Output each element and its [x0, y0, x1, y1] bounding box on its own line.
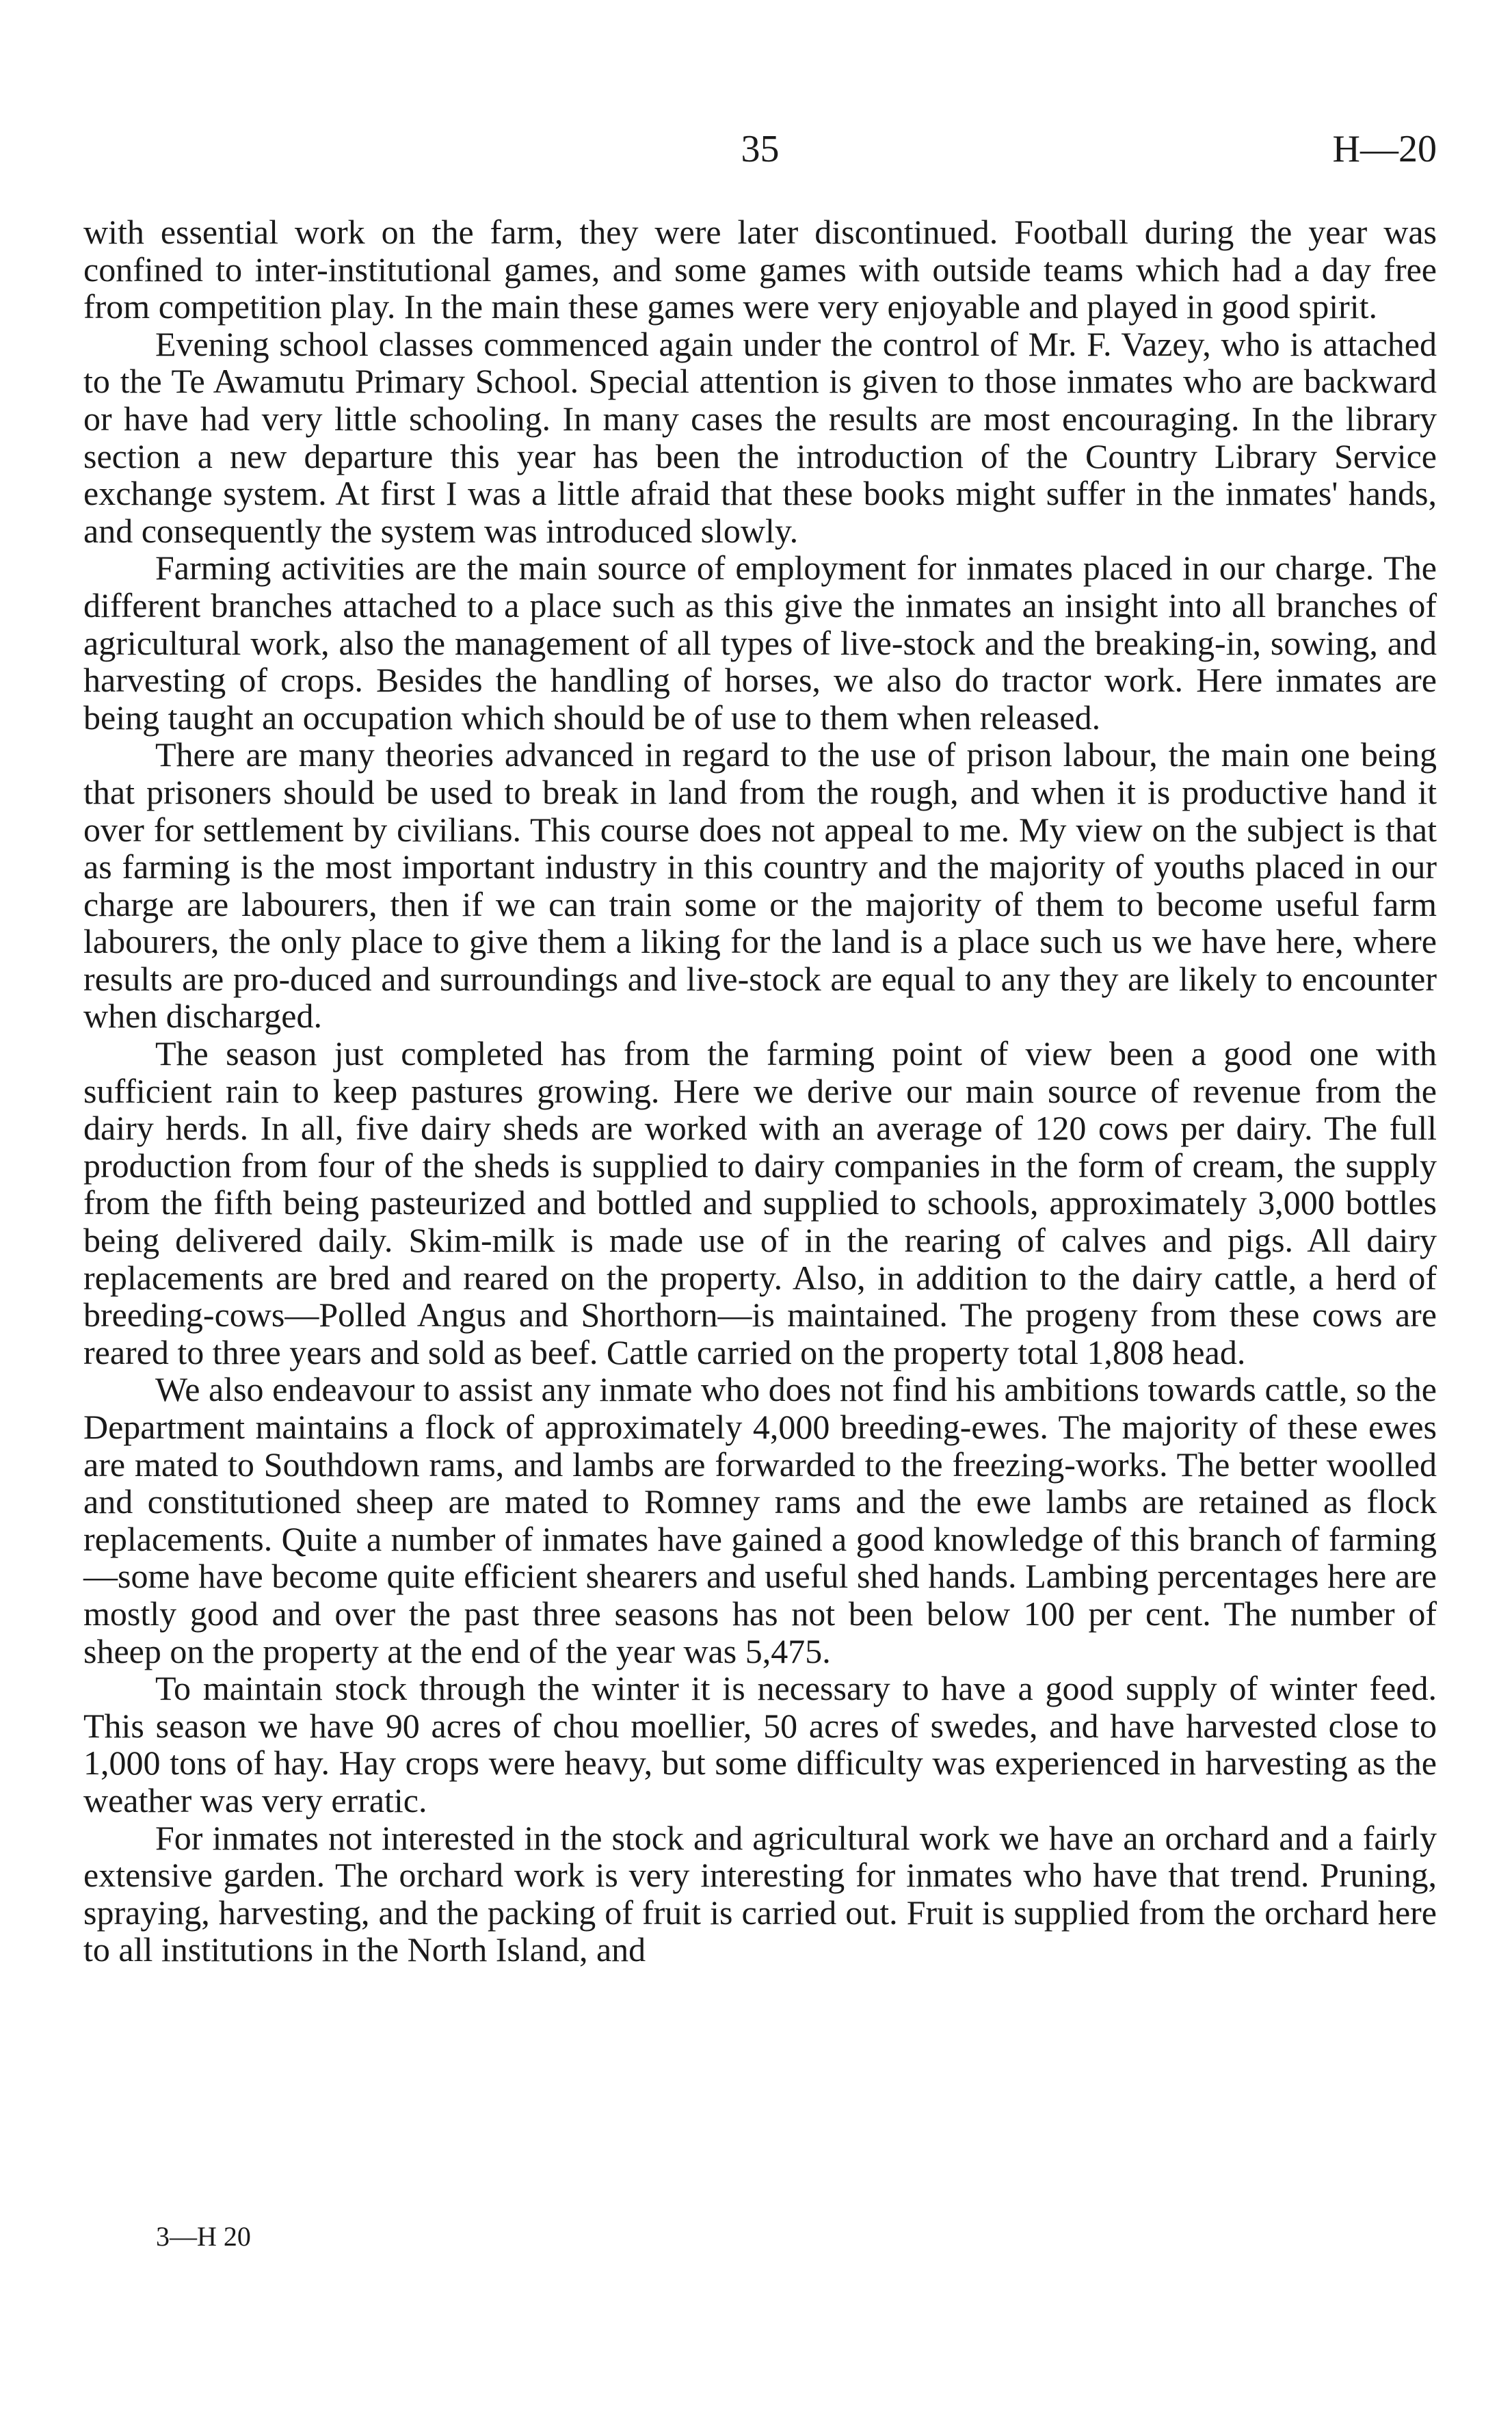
paragraph-sports: with essential work on the farm, they were later discontinued. Football during the year was confined to inter-institutional games, and some games with outside teams which had a day free from competition play. In the main these games were very enjoyable and played in good spirit.: [83, 213, 1437, 326]
paragraph-winter-feed: To maintain stock through the winter it is necessary to have a good supply of winter feed. This season we have 90 acres of chou moellier, 50 acres of swedes, and have harvested close to 1,000 tons of hay. Hay crops were heavy, but some difficulty was experienced in harvesting as the weather was very erratic.: [83, 1669, 1437, 1819]
paragraph-farming-activities: Farming activities are the main source of employment for inmates placed in our charge. The different branches attached to a place such as this give the inmates an insight into all branches of agricultural work, also the management of all types of live-stock and the breaking-in, sowing, and harvesting of crops. Besides the handling of horses, we also do tractor work. Here inmates are being taught an occupation which should be of use to them when released.: [83, 549, 1437, 737]
signature-mark: 3—H 20: [156, 2221, 251, 2252]
paragraph-evening-school: Evening school classes commenced again under the control of Mr. F. Vazey, who is attached to the Te Awamutu Primary School. Special attention is given to those inmates who are backward or have had very little schooling. In many cases the results are most encouraging. In the library section a new departure this year has been the introduction of the Country Library Service exchange system. At first I was a little afraid that these books might suffer in the inmates' hands, and consequently the system was introduced slowly.: [83, 324, 1437, 550]
paragraph-sheep-flock: We also endeavour to assist any inmate who does not find his ambitions towards cattle, so the Department maintains a flock of approximately 4,000 breeding-ewes. The majority of these ewes are mated to Southdown rams, and lambs are forwarded to the freezing-works. The better woolled and constitutioned sheep are mated to Romney rams and the ewe lambs are retained as flock replacements. Quite a number of inmates have gained a good knowledge of this branch of farming—some have become quite efficient shearers and useful shed hands. Lambing percentages here are mostly good and over the past three seasons has not been below 100 per cent. The number of sheep on the property at the end of the year was 5,475.: [83, 1370, 1437, 1670]
paragraph-dairy-season: The season just completed has from the farming point of view been a good one with sufficient rain to keep pastures growing. Here we derive our main source of revenue from the dairy herds. In all, five dairy sheds are worked with an average of 120 cows per dairy. The full production from four of the sheds is supplied to dairy companies in the form of cream, the supply from the fifth being pasteurized and bottled and supplied to schools, approximately 3,000 bottles being delivered daily. Skim-milk is made use of in the rearing of calves and pigs. All dairy replacements are bred and reared on the property. Also, in addition to the dairy cattle, a herd of breeding-cows—Polled Angus and Shorthorn—is maintained. The progeny from these cows are reared to three years and sold as beef. Cattle carried on the property total 1,808 head.: [83, 1034, 1437, 1371]
paragraph-orchard: For inmates not interested in the stock and agricultural work we have an orchard and a fairly extensive garden. The orchard work is very interesting for inmates who have that trend. Pruning, spraying, harvesting, and the packing of fruit is carried out. Fruit is supplied from the orchard here to all institutions in the North Island, and: [83, 1818, 1437, 1969]
document-code: H—20: [1332, 128, 1437, 170]
body-text: [83, 213, 1437, 1969]
paragraph-prison-labour: There are many theories advanced in regard to the use of prison labour, the main one being that prisoners should be used to break in land from the rough, and when it is productive hand it over for settlement by civilians. This course does not appeal to me. My view on the subject is that as farming is the most important industry in this country and the majority of youths placed in our charge are labourers, then if we can train some or the majority of them to become useful farm labourers, the only place to give them a liking for the land is a place such us we have here, where results are pro-duced and surroundings and live-stock are equal to any they are likely to encounter when discharged.: [83, 735, 1437, 1036]
page-number: 35: [741, 128, 780, 170]
page-header: [83, 122, 1437, 176]
